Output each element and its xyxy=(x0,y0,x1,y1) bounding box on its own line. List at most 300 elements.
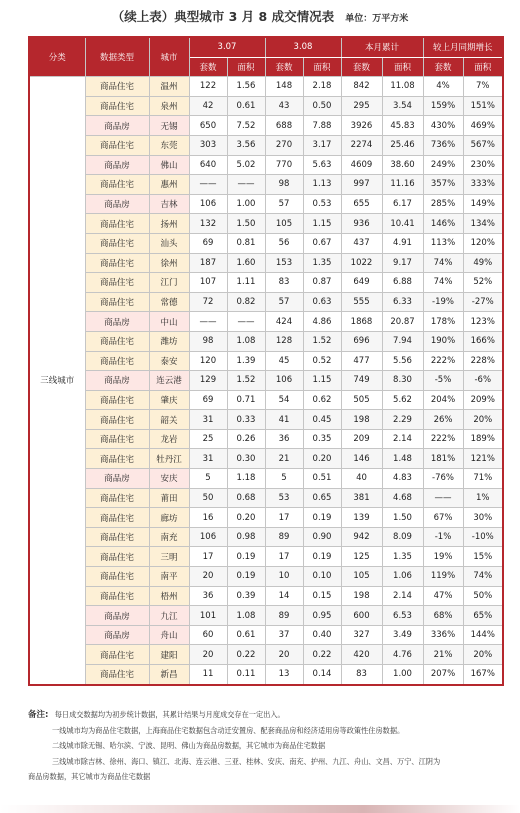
value-cell-c308: 57 xyxy=(265,194,303,214)
value-cell-cm: 936 xyxy=(341,214,382,234)
city-cell: 徐州 xyxy=(149,253,189,273)
value-cell-a308: 4.86 xyxy=(303,312,341,332)
value-cell-c307: 11 xyxy=(189,665,227,685)
value-cell-am: 1.48 xyxy=(382,449,423,469)
table-row xyxy=(29,665,503,685)
value-cell-am: 2.29 xyxy=(382,410,423,430)
value-cell-ga: 228% xyxy=(463,351,503,371)
table-body xyxy=(29,77,503,685)
value-cell-a307: 3.56 xyxy=(227,135,265,155)
value-cell-gc: 47% xyxy=(423,586,463,606)
header-group-growth: 较上月同期增长 xyxy=(423,37,503,57)
value-cell-cm: 1022 xyxy=(341,253,382,273)
value-cell-a307: 0.20 xyxy=(227,508,265,528)
city-cell: 南平 xyxy=(149,567,189,587)
city-cell: 泰安 xyxy=(149,351,189,371)
value-cell-a308: 3.17 xyxy=(303,135,341,155)
value-cell-am: 5.56 xyxy=(382,351,423,371)
table-header xyxy=(29,37,503,77)
table-row xyxy=(29,175,503,195)
data-type-cell: 商品住宅 xyxy=(85,175,149,195)
value-cell-cm: 209 xyxy=(341,429,382,449)
value-cell-am: 11.16 xyxy=(382,175,423,195)
value-cell-a308: 0.52 xyxy=(303,351,341,371)
header-data-type: 数据类型 xyxy=(85,37,149,77)
city-cell: 佛山 xyxy=(149,155,189,175)
value-cell-c308: 770 xyxy=(265,155,303,175)
table-row xyxy=(29,116,503,136)
value-cell-c307: 122 xyxy=(189,77,227,97)
city-cell: 梧州 xyxy=(149,586,189,606)
note-text-1: 每日成交数据均为初步统计数据，其累计结果与月度成交存在一定出入。 xyxy=(54,710,285,719)
value-cell-c308: 20 xyxy=(265,645,303,665)
city-cell: 潍坊 xyxy=(149,331,189,351)
value-cell-ga: 120% xyxy=(463,233,503,253)
value-cell-c307: 5 xyxy=(189,469,227,489)
data-type-cell: 商品住宅 xyxy=(85,292,149,312)
value-cell-a308: 7.88 xyxy=(303,116,341,136)
table-row xyxy=(29,351,503,371)
data-type-cell: 商品房 xyxy=(85,371,149,391)
data-type-cell: 商品房 xyxy=(85,155,149,175)
value-cell-c308: 128 xyxy=(265,331,303,351)
value-cell-gc: 19% xyxy=(423,547,463,567)
value-cell-a307: 0.33 xyxy=(227,410,265,430)
value-cell-ga: 333% xyxy=(463,175,503,195)
value-cell-a307: 0.19 xyxy=(227,547,265,567)
value-cell-c308: 43 xyxy=(265,96,303,116)
value-cell-cm: 198 xyxy=(341,586,382,606)
value-cell-cm: 83 xyxy=(341,665,382,685)
value-cell-cm: 505 xyxy=(341,390,382,410)
city-cell: 泉州 xyxy=(149,96,189,116)
value-cell-a307: 0.61 xyxy=(227,96,265,116)
table-row xyxy=(29,449,503,469)
value-cell-am: 2.14 xyxy=(382,586,423,606)
value-cell-c308: 148 xyxy=(265,77,303,97)
value-cell-a307: 0.71 xyxy=(227,390,265,410)
value-cell-ga: 7% xyxy=(463,77,503,97)
table-row xyxy=(29,135,503,155)
value-cell-a308: 1.15 xyxy=(303,214,341,234)
city-cell: 建阳 xyxy=(149,645,189,665)
page-title: （续上表）典型城市 3 月 8 成交情况表 xyxy=(111,9,335,24)
city-cell: 廊坊 xyxy=(149,508,189,528)
header-count-307: 套数 xyxy=(189,57,227,77)
value-cell-c307: 16 xyxy=(189,508,227,528)
city-cell: 龙岩 xyxy=(149,429,189,449)
data-type-cell: 商品房 xyxy=(85,116,149,136)
value-cell-a307: 1.56 xyxy=(227,77,265,97)
value-cell-c308: 37 xyxy=(265,625,303,645)
value-cell-a308: 0.14 xyxy=(303,665,341,685)
table-row xyxy=(29,469,503,489)
value-cell-am: 7.94 xyxy=(382,331,423,351)
header-group-308: 3.08 xyxy=(265,37,341,57)
value-cell-a307: —— xyxy=(227,312,265,332)
value-cell-c308: 153 xyxy=(265,253,303,273)
value-cell-c308: 17 xyxy=(265,508,303,528)
value-cell-c308: 41 xyxy=(265,410,303,430)
value-cell-cm: 437 xyxy=(341,233,382,253)
table-row xyxy=(29,488,503,508)
value-cell-gc: 222% xyxy=(423,351,463,371)
value-cell-ga: 189% xyxy=(463,429,503,449)
value-cell-gc: 146% xyxy=(423,214,463,234)
value-cell-gc: 74% xyxy=(423,273,463,293)
table-row xyxy=(29,508,503,528)
table-row xyxy=(29,292,503,312)
value-cell-am: 6.53 xyxy=(382,606,423,626)
table-row xyxy=(29,96,503,116)
value-cell-a308: 0.45 xyxy=(303,410,341,430)
city-cell: 肇庆 xyxy=(149,390,189,410)
value-cell-am: 6.88 xyxy=(382,273,423,293)
value-cell-c307: 50 xyxy=(189,488,227,508)
value-cell-gc: 159% xyxy=(423,96,463,116)
value-cell-a307: 1.00 xyxy=(227,194,265,214)
value-cell-a307: 5.02 xyxy=(227,155,265,175)
header-group-307: 3.07 xyxy=(189,37,265,57)
value-cell-am: 10.41 xyxy=(382,214,423,234)
value-cell-ga: 20% xyxy=(463,410,503,430)
table-row xyxy=(29,273,503,293)
value-cell-c307: 106 xyxy=(189,194,227,214)
title-row xyxy=(0,6,520,28)
value-cell-am: 8.09 xyxy=(382,527,423,547)
table-row xyxy=(29,390,503,410)
table-row xyxy=(29,371,503,391)
value-cell-c308: 13 xyxy=(265,665,303,685)
value-cell-c307: 20 xyxy=(189,645,227,665)
note-line-3: 二线城市除无锡、哈尔滨、宁波、昆明、佛山为商品房数据，其它城市为商品住宅数据 xyxy=(52,741,326,751)
header-count-month: 套数 xyxy=(341,57,382,77)
city-cell: 吉林 xyxy=(149,194,189,214)
city-cell: 温州 xyxy=(149,77,189,97)
value-cell-am: 3.54 xyxy=(382,96,423,116)
value-cell-c308: 5 xyxy=(265,469,303,489)
city-cell: 新昌 xyxy=(149,665,189,685)
value-cell-cm: 327 xyxy=(341,625,382,645)
value-cell-a307: 1.60 xyxy=(227,253,265,273)
value-cell-a307: 1.08 xyxy=(227,606,265,626)
value-cell-cm: 295 xyxy=(341,96,382,116)
value-cell-ga: 230% xyxy=(463,155,503,175)
value-cell-ga: 151% xyxy=(463,96,503,116)
value-cell-ga: 52% xyxy=(463,273,503,293)
header-category: 分类 xyxy=(29,37,85,77)
value-cell-c308: 688 xyxy=(265,116,303,136)
value-cell-cm: 146 xyxy=(341,449,382,469)
value-cell-ga: 123% xyxy=(463,312,503,332)
city-cell: 韶关 xyxy=(149,410,189,430)
value-cell-a308: 0.35 xyxy=(303,429,341,449)
header-city: 城市 xyxy=(149,37,189,77)
value-cell-a307: 0.30 xyxy=(227,449,265,469)
data-type-cell: 商品住宅 xyxy=(85,488,149,508)
data-type-cell: 商品住宅 xyxy=(85,233,149,253)
data-type-cell: 商品住宅 xyxy=(85,331,149,351)
value-cell-a307: 1.11 xyxy=(227,273,265,293)
city-cell: 扬州 xyxy=(149,214,189,234)
value-cell-a307: 0.26 xyxy=(227,429,265,449)
value-cell-a307: 1.52 xyxy=(227,371,265,391)
table-row xyxy=(29,567,503,587)
value-cell-c308: 14 xyxy=(265,586,303,606)
value-cell-gc: 113% xyxy=(423,233,463,253)
value-cell-a308: 0.90 xyxy=(303,527,341,547)
city-cell: 江门 xyxy=(149,273,189,293)
data-type-cell: 商品住宅 xyxy=(85,253,149,273)
value-cell-cm: 997 xyxy=(341,175,382,195)
header-count-308: 套数 xyxy=(265,57,303,77)
value-cell-a308: 0.50 xyxy=(303,96,341,116)
value-cell-am: 9.17 xyxy=(382,253,423,273)
value-cell-c307: 31 xyxy=(189,449,227,469)
value-cell-a307: 0.68 xyxy=(227,488,265,508)
value-cell-a307: 1.18 xyxy=(227,469,265,489)
value-cell-c307: 640 xyxy=(189,155,227,175)
value-cell-ga: 30% xyxy=(463,508,503,528)
city-cell: 九江 xyxy=(149,606,189,626)
data-type-cell: 商品住宅 xyxy=(85,429,149,449)
value-cell-a307: 0.22 xyxy=(227,645,265,665)
value-cell-gc: 21% xyxy=(423,645,463,665)
value-cell-am: 20.87 xyxy=(382,312,423,332)
value-cell-c307: 17 xyxy=(189,547,227,567)
value-cell-am: 45.83 xyxy=(382,116,423,136)
value-cell-ga: 209% xyxy=(463,390,503,410)
value-cell-ga: 74% xyxy=(463,567,503,587)
value-cell-ga: 65% xyxy=(463,606,503,626)
value-cell-a308: 0.40 xyxy=(303,625,341,645)
header-area-308: 面积 xyxy=(303,57,341,77)
value-cell-ga: 469% xyxy=(463,116,503,136)
value-cell-c307: 303 xyxy=(189,135,227,155)
value-cell-am: 1.35 xyxy=(382,547,423,567)
data-type-cell: 商品住宅 xyxy=(85,527,149,547)
value-cell-cm: 477 xyxy=(341,351,382,371)
value-cell-am: 6.17 xyxy=(382,194,423,214)
city-cell: 舟山 xyxy=(149,625,189,645)
value-cell-a308: 0.15 xyxy=(303,586,341,606)
value-cell-gc: —— xyxy=(423,488,463,508)
value-cell-c307: 69 xyxy=(189,390,227,410)
value-cell-a308: 0.53 xyxy=(303,194,341,214)
data-type-cell: 商品住宅 xyxy=(85,508,149,528)
data-type-cell: 商品住宅 xyxy=(85,135,149,155)
value-cell-c307: 98 xyxy=(189,331,227,351)
value-cell-gc: 119% xyxy=(423,567,463,587)
note-line-5: 商品房数据，其它城市为商品住宅数据 xyxy=(28,771,151,781)
value-cell-c308: 106 xyxy=(265,371,303,391)
value-cell-gc: 74% xyxy=(423,253,463,273)
value-cell-cm: 649 xyxy=(341,273,382,293)
value-cell-c308: 98 xyxy=(265,175,303,195)
table-row xyxy=(29,214,503,234)
value-cell-ga: 15% xyxy=(463,547,503,567)
table-row xyxy=(29,625,503,645)
transaction-table xyxy=(28,36,504,686)
value-cell-cm: 2274 xyxy=(341,135,382,155)
value-cell-a308: 0.62 xyxy=(303,390,341,410)
data-type-cell: 商品住宅 xyxy=(85,273,149,293)
data-type-cell: 商品住宅 xyxy=(85,214,149,234)
value-cell-ga: 71% xyxy=(463,469,503,489)
value-cell-cm: 125 xyxy=(341,547,382,567)
value-cell-a308: 5.63 xyxy=(303,155,341,175)
value-cell-c308: 105 xyxy=(265,214,303,234)
value-cell-cm: 381 xyxy=(341,488,382,508)
value-cell-am: 1.00 xyxy=(382,665,423,685)
value-cell-cm: 1868 xyxy=(341,312,382,332)
notes-label: 备注: xyxy=(28,710,49,720)
data-type-cell: 商品房 xyxy=(85,625,149,645)
value-cell-a307: 1.50 xyxy=(227,214,265,234)
value-cell-a308: 2.18 xyxy=(303,77,341,97)
value-cell-a308: 0.20 xyxy=(303,449,341,469)
value-cell-c307: 42 xyxy=(189,96,227,116)
value-cell-a307: —— xyxy=(227,175,265,195)
value-cell-ga: 20% xyxy=(463,645,503,665)
value-cell-a308: 0.51 xyxy=(303,469,341,489)
value-cell-gc: -1% xyxy=(423,527,463,547)
value-cell-a308: 0.19 xyxy=(303,547,341,567)
value-cell-a308: 0.95 xyxy=(303,606,341,626)
value-cell-c308: 10 xyxy=(265,567,303,587)
notes-section xyxy=(28,707,508,784)
city-cell: 东莞 xyxy=(149,135,189,155)
value-cell-cm: 40 xyxy=(341,469,382,489)
value-cell-ga: 149% xyxy=(463,194,503,214)
table-row xyxy=(29,155,503,175)
value-cell-gc: 430% xyxy=(423,116,463,136)
value-cell-c307: 187 xyxy=(189,253,227,273)
value-cell-ga: -10% xyxy=(463,527,503,547)
header-area-month: 面积 xyxy=(382,57,423,77)
value-cell-a308: 0.65 xyxy=(303,488,341,508)
value-cell-c307: 650 xyxy=(189,116,227,136)
value-cell-a308: 1.13 xyxy=(303,175,341,195)
city-cell: 三明 xyxy=(149,547,189,567)
value-cell-cm: 105 xyxy=(341,567,382,587)
value-cell-c308: 83 xyxy=(265,273,303,293)
value-cell-a307: 1.39 xyxy=(227,351,265,371)
value-cell-gc: 336% xyxy=(423,625,463,645)
value-cell-gc: 178% xyxy=(423,312,463,332)
value-cell-ga: 166% xyxy=(463,331,503,351)
city-cell: 无锡 xyxy=(149,116,189,136)
value-cell-gc: 190% xyxy=(423,331,463,351)
value-cell-am: 4.91 xyxy=(382,233,423,253)
value-cell-c308: 89 xyxy=(265,606,303,626)
value-cell-gc: 736% xyxy=(423,135,463,155)
value-cell-am: 4.83 xyxy=(382,469,423,489)
value-cell-ga: 49% xyxy=(463,253,503,273)
value-cell-ga: 50% xyxy=(463,586,503,606)
data-type-cell: 商品房 xyxy=(85,469,149,489)
value-cell-a308: 1.52 xyxy=(303,331,341,351)
value-cell-am: 4.68 xyxy=(382,488,423,508)
city-cell: 连云港 xyxy=(149,371,189,391)
value-cell-c308: 57 xyxy=(265,292,303,312)
data-type-cell: 商品住宅 xyxy=(85,351,149,371)
value-cell-am: 38.60 xyxy=(382,155,423,175)
value-cell-cm: 600 xyxy=(341,606,382,626)
table-row xyxy=(29,194,503,214)
city-cell: 中山 xyxy=(149,312,189,332)
value-cell-a308: 0.19 xyxy=(303,508,341,528)
value-cell-am: 2.14 xyxy=(382,429,423,449)
table-row xyxy=(29,331,503,351)
city-cell: 惠州 xyxy=(149,175,189,195)
city-cell: 牡丹江 xyxy=(149,449,189,469)
value-cell-gc: 68% xyxy=(423,606,463,626)
city-cell: 南充 xyxy=(149,527,189,547)
table-row xyxy=(29,429,503,449)
value-cell-am: 1.50 xyxy=(382,508,423,528)
value-cell-cm: 842 xyxy=(341,77,382,97)
value-cell-gc: 222% xyxy=(423,429,463,449)
value-cell-a307: 1.08 xyxy=(227,331,265,351)
value-cell-am: 25.46 xyxy=(382,135,423,155)
value-cell-cm: 420 xyxy=(341,645,382,665)
header-group-month: 本月累计 xyxy=(341,37,423,57)
city-cell: 安庆 xyxy=(149,469,189,489)
value-cell-cm: 749 xyxy=(341,371,382,391)
unit-label: 单位：万平方米 xyxy=(345,14,409,24)
value-cell-gc: 67% xyxy=(423,508,463,528)
value-cell-cm: 696 xyxy=(341,331,382,351)
value-cell-a308: 0.87 xyxy=(303,273,341,293)
value-cell-gc: 204% xyxy=(423,390,463,410)
value-cell-c307: 72 xyxy=(189,292,227,312)
value-cell-c307: 106 xyxy=(189,527,227,547)
value-cell-am: 8.30 xyxy=(382,371,423,391)
value-cell-a307: 0.81 xyxy=(227,233,265,253)
table-row xyxy=(29,253,503,273)
value-cell-am: 3.49 xyxy=(382,625,423,645)
value-cell-c308: 45 xyxy=(265,351,303,371)
value-cell-c307: 101 xyxy=(189,606,227,626)
value-cell-ga: -6% xyxy=(463,371,503,391)
table-row xyxy=(29,547,503,567)
header-area-growth: 面积 xyxy=(463,57,503,77)
data-type-cell: 商品住宅 xyxy=(85,665,149,685)
data-type-cell: 商品住宅 xyxy=(85,645,149,665)
value-cell-c308: 36 xyxy=(265,429,303,449)
value-cell-am: 4.76 xyxy=(382,645,423,665)
data-type-cell: 商品住宅 xyxy=(85,77,149,97)
value-cell-c307: 60 xyxy=(189,625,227,645)
value-cell-c308: 424 xyxy=(265,312,303,332)
city-cell: 莆田 xyxy=(149,488,189,508)
value-cell-ga: 134% xyxy=(463,214,503,234)
value-cell-cm: 655 xyxy=(341,194,382,214)
data-type-cell: 商品住宅 xyxy=(85,410,149,430)
table-row xyxy=(29,312,503,332)
table-row xyxy=(29,586,503,606)
value-cell-ga: 121% xyxy=(463,449,503,469)
value-cell-gc: 249% xyxy=(423,155,463,175)
value-cell-c307: 20 xyxy=(189,567,227,587)
data-type-cell: 商品房 xyxy=(85,312,149,332)
value-cell-c307: —— xyxy=(189,312,227,332)
note-line-2: 一线城市均为商品住宅数据，上海商品住宅数据包含动迁安置房、配套商品房和经济适用房等政策性住房数据。 xyxy=(52,726,405,736)
table-row xyxy=(29,606,503,626)
value-cell-ga: 167% xyxy=(463,665,503,685)
data-type-cell: 商品住宅 xyxy=(85,586,149,606)
